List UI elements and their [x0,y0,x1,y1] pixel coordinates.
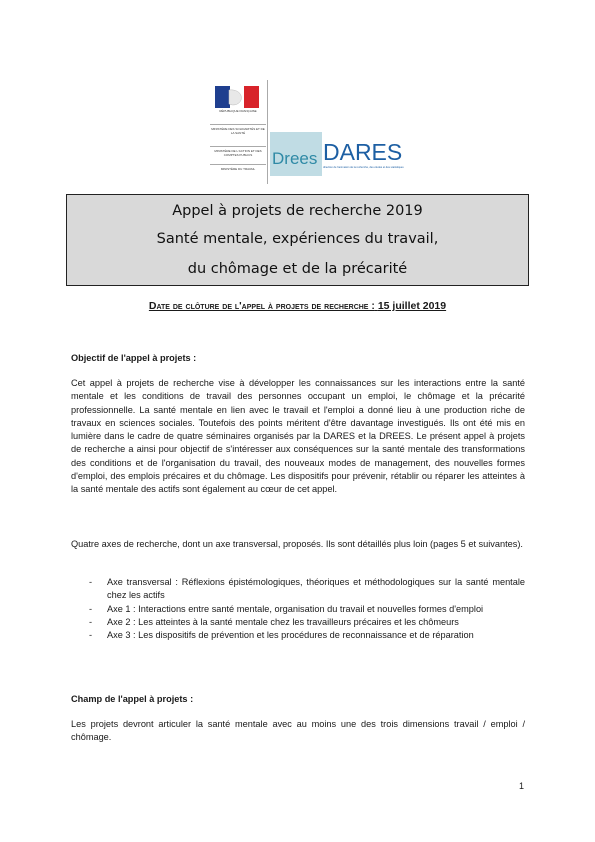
dares-wordmark: DARES [323,139,403,165]
list-item [89,616,525,629]
axes-list [89,576,525,642]
list-item [89,629,525,642]
marianne-logo [215,86,259,108]
ministry-label-3: MINISTÈRE DU TRAVAIL [210,164,266,172]
republic-tagline: RÉPUBLIQUE FRANÇAISE [219,109,257,113]
list-item [89,603,525,616]
drees-dares-logo [268,130,404,180]
bullet-dash: - [89,577,93,587]
title-box [66,194,529,286]
title-line-2: Santé mentale, expériences du travail, [156,231,439,247]
ministry-logo-block [207,80,268,184]
objective-heading: Objectif de l'appel à projets : [71,353,197,363]
objective-paragraph: Cet appel à projets de recherche vise à développer les connaissances sur les interactions entre la santé mentale et les conditions de travail des personnes occupant un emploi, le chômage et la précarité professionnelle. La santé mentale en lien avec le travail et l'emploi a donné lieu à une production riche de travaux en sciences sociales. Toutefois des points méritent d'être davantage investigués. Ils ont été mis en lumière dans le cadre de quatre séminaires organisés par la DARES et la DREES. Le présent appel à projets de recherche a ainsi pour objectif de s'intéresser aux conséquences sur la santé mentale des transformations des conditions et de l'organisation du travail, des nouveaux modes de management, des nouvelles formes d'emploi, des emplois précaires et du chômage. Les dispositifs pour prévenir, rétablir ou réparer les atteintes à la santé mentale des actifs sont également au cœur de cet appel. [71,378,525,495]
closing-date-value: 15 juillet 2019 [377,300,447,312]
axis-text: Axe transversal : Réflexions épistémologiques, théoriques et méthodologiques sur la santé mentale chez les actifs [107,577,525,601]
ministry-label-1: MINISTÈRE DES SOLIDARITÉS ET DE LA SANTÉ [210,124,266,135]
bullet-dash: - [89,603,93,614]
drees-wordmark: Drees [272,149,318,168]
scope-heading: Champ de l'appel à projets : [71,694,194,704]
ministry-label-2: MINISTÈRE DE L'ACTION ET DES COMPTES PUBLICS [210,146,266,157]
page-number: 1 [518,781,524,791]
axis-text: Axe 1 : Interactions entre santé mentale, organisation du travail et nouvelles formes d'emploi [107,603,484,614]
dares-subtitle: direction de l'animation de la recherche, des études et des statistiques [323,166,404,169]
bullet-dash: - [89,616,93,627]
axis-text: Axe 2 : Les atteintes à la santé mentale chez les travailleurs précaires et les chômeurs [107,616,459,627]
axes-intro: Quatre axes de recherche, dont un axe transversal, proposés. Ils sont détaillés plus loin (pages 5 et suivantes). [71,539,523,549]
title-line-1: Appel à projets de recherche 2019 [172,203,423,219]
list-item [89,576,525,603]
title-line-3: du chômage et de la précarité [187,261,408,277]
axis-text: Axe 3 : Les dispositifs de prévention et les procédures de reconnaissance et de réparation [107,630,474,641]
closing-date-line [0,300,595,312]
scope-paragraph: Les projets devront articuler la santé mentale avec au moins une des trois dimensions travail / emploi / chômage. [71,719,525,743]
closing-date-label: Date de clôture de l'appel à projets de recherche : [148,300,375,312]
bullet-dash: - [89,630,93,641]
